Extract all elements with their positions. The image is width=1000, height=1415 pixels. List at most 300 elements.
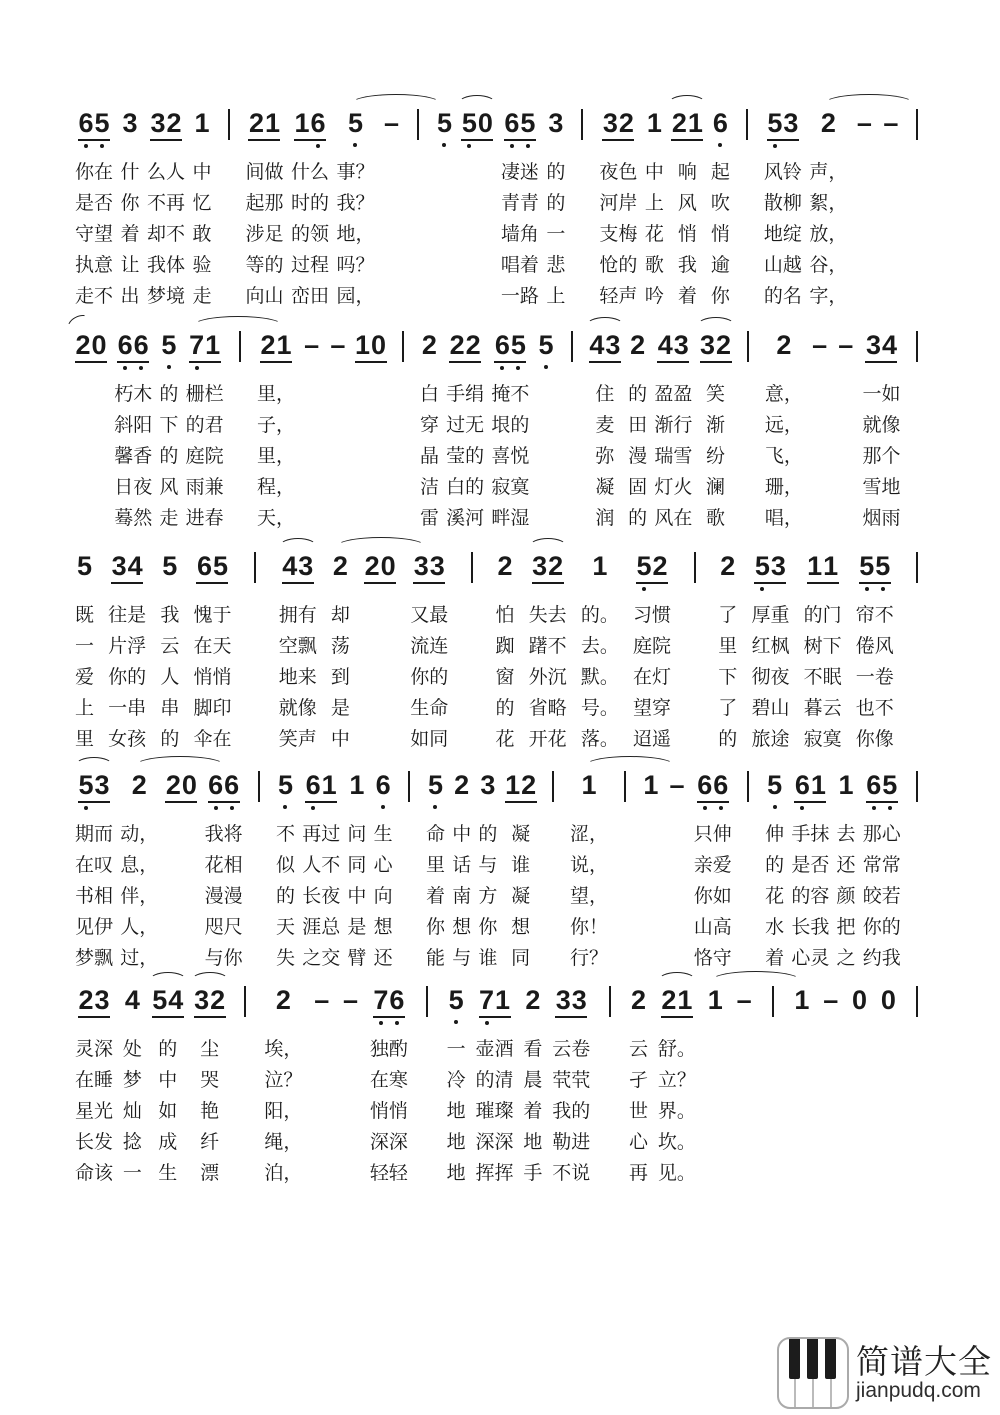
- score-column: [194, 985, 226, 1189]
- notation-token: [427, 770, 443, 812]
- lyric-syllable: 地: [446, 1163, 466, 1184]
- octave-dot-cell: [465, 363, 481, 372]
- lyric-syllable: 帘不: [855, 605, 894, 626]
- octave-dot-cell: [555, 1018, 571, 1027]
- octave-dot: [316, 144, 320, 148]
- lyric-syllable: [879, 1065, 898, 1096]
- barline: [402, 330, 404, 372]
- lyric-syllable: [172, 881, 191, 912]
- notation-digit: 1: [205, 330, 221, 360]
- notation-digit: 2: [630, 330, 646, 360]
- lyric-syllable: 下: [159, 415, 179, 436]
- lyric-syllable: 却: [330, 605, 350, 626]
- notation-token: [111, 551, 143, 593]
- notation-digits: [124, 985, 140, 1017]
- lyric-syllable: 期而: [75, 824, 114, 845]
- octave-dot-row: [294, 141, 326, 150]
- lyric-syllable: [641, 912, 660, 943]
- score-column: [501, 108, 539, 312]
- octave-dot: [84, 144, 88, 148]
- lyric-syllable: [615, 881, 634, 912]
- lyric-syllable: 弥: [595, 446, 615, 467]
- octave-dot: [500, 366, 504, 370]
- octave-dot-cell: [91, 363, 107, 372]
- lyric-syllable: [908, 472, 927, 503]
- lyric-syllable: [400, 912, 419, 943]
- octave-dot-cell: [548, 584, 564, 593]
- notation-digits: [194, 108, 210, 140]
- notation-digit: 3: [532, 551, 548, 581]
- lyric-syllable: 悲: [546, 255, 566, 276]
- octave-dot-cell: [548, 140, 564, 149]
- score-column: [461, 108, 493, 312]
- lyric-syllable: [435, 157, 454, 188]
- notation-digits: [248, 108, 280, 141]
- lyric-syllable: 手: [523, 1163, 543, 1184]
- notation-digits: [122, 108, 138, 140]
- octave-dot-cell: [532, 584, 548, 593]
- lyric-syllable: 想: [511, 917, 531, 938]
- notation-token: [589, 330, 621, 372]
- lyric-syllable: 爱: [75, 667, 95, 688]
- lyric-syllable: 我的: [552, 1101, 591, 1122]
- lyric-syllable: 问: [347, 824, 367, 845]
- lyric-syllable: [792, 1034, 811, 1065]
- notation-digits: [162, 551, 178, 583]
- notation-digits: [165, 770, 197, 803]
- duration-dash: [838, 330, 854, 372]
- lyric-syllable: 你: [120, 193, 140, 214]
- lyric-syllable: 命该: [75, 1163, 114, 1184]
- score-column: [245, 108, 283, 312]
- lyric-syllable: [537, 410, 556, 441]
- lyric-syllable: [328, 503, 347, 534]
- octave-dot-cell: [480, 802, 496, 811]
- octave-dot-row: [643, 802, 659, 811]
- score-column: [739, 330, 758, 534]
- lyric-syllable: 立？: [657, 1070, 696, 1091]
- lyric-syllable: 的君: [185, 415, 224, 436]
- octave-dot-cell: [631, 1017, 647, 1026]
- octave-dot-cell: [882, 803, 898, 812]
- lyric-syllable: 梦境: [147, 286, 186, 307]
- octave-dot-cell: [736, 1017, 752, 1026]
- lyric-syllable: 执意: [75, 255, 114, 276]
- lyric-syllable: 串: [160, 698, 180, 719]
- lyric-syllable: [394, 441, 413, 472]
- lyric-syllable: 那心: [862, 824, 901, 845]
- octave-dot-cell: [776, 362, 792, 371]
- lyric-syllable: [810, 441, 829, 472]
- lyric-syllable: [908, 1034, 927, 1065]
- lyric-syllable: 谁: [511, 855, 531, 876]
- lyric-syllable: [250, 850, 269, 881]
- barline: [426, 985, 428, 1027]
- lyric-syllable: 深深: [475, 1132, 514, 1153]
- octave-dot-row: [592, 583, 608, 592]
- notation-token: [150, 108, 182, 150]
- lyric-syllable: 的: [159, 446, 179, 467]
- notation-digit: 2: [332, 551, 348, 581]
- notation-digits: [602, 108, 634, 141]
- octave-dot-cell: [630, 362, 646, 371]
- octave-dot-cell: [127, 584, 143, 593]
- lyric-syllable: 天，: [256, 508, 295, 529]
- notation-token: [375, 770, 391, 812]
- lyric-syllable: [408, 188, 427, 219]
- lyric-syllable: 歌: [706, 508, 726, 529]
- notation-digit: 1: [264, 108, 280, 138]
- lyric-syllable: [908, 1065, 927, 1096]
- lyric-syllable: [544, 819, 563, 850]
- notation-token: [78, 770, 110, 812]
- notation-digit: 1: [581, 770, 597, 800]
- octave-dot-cell: [783, 141, 799, 150]
- score-column: [628, 330, 647, 534]
- lyric-syllable: [908, 188, 927, 219]
- barline: [916, 108, 918, 150]
- lyric-syllable: [706, 1096, 725, 1127]
- notation-token: [480, 770, 496, 812]
- lyric-syllable: 的: [628, 508, 648, 529]
- octave-dot-cell: [131, 802, 147, 811]
- lyric-syllable: [668, 912, 687, 943]
- lyric-syllable: 是: [330, 698, 350, 719]
- lyric-syllable: 河岸: [599, 193, 638, 214]
- notation-digit: 2: [661, 985, 677, 1015]
- octave-dot-row: [208, 803, 240, 812]
- lyric-syllable: 璀璨: [475, 1101, 514, 1122]
- notation-digit: 2: [548, 551, 564, 581]
- lyric-syllable: 不再: [147, 193, 186, 214]
- dash-glyph: –: [883, 108, 899, 138]
- lyric-syllable: [600, 1034, 619, 1065]
- notation-digit: 1: [677, 985, 693, 1015]
- piano-black-key: [789, 1339, 800, 1379]
- notation-digit: 3: [122, 108, 138, 138]
- duration-dash: [883, 108, 899, 150]
- lyric-syllable: 馨香: [114, 446, 153, 467]
- notation-digits: [671, 108, 703, 141]
- lyric-syllable: [371, 631, 390, 662]
- score-column: [633, 551, 671, 755]
- lyric-syllable: 泊，: [264, 1163, 303, 1184]
- octave-dot-cell: [310, 141, 326, 150]
- notation-token: [355, 330, 387, 372]
- notation-token: [479, 985, 511, 1027]
- notation-digit: 2: [671, 108, 687, 138]
- lyric-syllable: [408, 281, 427, 312]
- lyric-syllable: 轻声: [599, 286, 638, 307]
- score-column: [341, 985, 360, 1189]
- lyric-syllable: [573, 157, 592, 188]
- barline-mark: [916, 109, 918, 140]
- octave-dot-cell: [495, 1018, 511, 1027]
- score-column: [544, 770, 563, 974]
- octave-dot-cell: [859, 584, 875, 593]
- octave-dot: [230, 806, 234, 810]
- lyric-syllable: [668, 943, 687, 974]
- lyric-syllable: 碧山: [751, 698, 790, 719]
- lyric-syllable: [462, 693, 481, 724]
- lyric-syllable: [737, 188, 756, 219]
- lyric-syllable: [418, 1127, 437, 1158]
- notation-digit: 1: [823, 551, 839, 581]
- lyric-syllable: 你: [710, 286, 730, 307]
- lyric-syllable: 里，: [256, 446, 295, 467]
- octave-dot-row: [161, 362, 177, 371]
- lyric-syllable: [810, 472, 829, 503]
- lyric-syllable: 中: [452, 824, 472, 845]
- lyric-syllable: [435, 219, 454, 250]
- lyric-syllable: [302, 379, 321, 410]
- notation-token: [208, 770, 240, 812]
- notation-token: [194, 985, 226, 1027]
- lyric-syllable: 洁: [419, 477, 439, 498]
- lyric-syllable: 就像: [278, 698, 317, 719]
- octave-dot-cell: [166, 141, 182, 150]
- lyric-syllable: 捻: [122, 1132, 142, 1153]
- duration-dash: [812, 330, 828, 372]
- notation-digit: 1: [643, 770, 659, 800]
- lyric-syllable: 风在: [654, 508, 693, 529]
- notation-digit: 2: [521, 770, 537, 800]
- notation-token: [820, 108, 836, 150]
- octave-dot-row: [794, 1017, 810, 1026]
- octave-dot-cell: [646, 140, 662, 149]
- notation-digits: [305, 770, 337, 803]
- notation-token: [413, 551, 445, 593]
- lyric-syllable: 字，: [809, 286, 848, 307]
- notation-digit: 4: [124, 985, 140, 1015]
- score-column: [160, 551, 179, 755]
- notation-digits: [332, 551, 348, 583]
- notation-digit: 3: [480, 770, 496, 800]
- octave-dot-row: [838, 802, 854, 811]
- lyric-syllable: 伸: [765, 824, 785, 845]
- notation-digit: 2: [165, 770, 181, 800]
- lyric-syllable: 彻夜: [751, 667, 790, 688]
- lyric-syllable: 了: [718, 698, 738, 719]
- lyric-syllable: 似: [275, 855, 295, 876]
- octave-dot: [283, 805, 287, 809]
- lyric-syllable: [908, 600, 927, 631]
- lyric-syllable: [408, 250, 427, 281]
- notation-digit: 2: [131, 770, 147, 800]
- notation-token: [538, 330, 554, 372]
- octave-dot-row: [807, 584, 839, 593]
- notation-digits: [838, 330, 854, 362]
- notation-token: [794, 770, 826, 812]
- notation-digit: 1: [294, 108, 310, 138]
- notation-digit: 1: [355, 330, 371, 360]
- octave-dot-row: [194, 140, 210, 149]
- octave-dot: [888, 806, 892, 810]
- lyric-syllable: [735, 1127, 754, 1158]
- octave-dot-cell: [208, 803, 224, 812]
- score-column: [328, 330, 347, 534]
- lyric-syllable: 日夜: [114, 477, 153, 498]
- notation-token: [124, 985, 140, 1027]
- lyric-syllable: 花相: [204, 855, 243, 876]
- duration-dash: [314, 985, 330, 1027]
- lyric-syllable: 一路: [500, 286, 539, 307]
- notation-digits: [448, 985, 464, 1017]
- lyric-syllable: [394, 503, 413, 534]
- lyric-syllable: 唱，: [764, 508, 803, 529]
- lyric-syllable: 向山: [245, 286, 284, 307]
- lyric-syllable: 在天: [193, 636, 232, 657]
- octave-dot-row: [646, 140, 662, 149]
- lyric-syllable: [302, 441, 321, 472]
- lyric-syllable: 手抹: [791, 824, 830, 845]
- duration-dash: [330, 330, 346, 372]
- score-column: [364, 551, 396, 755]
- lyric-syllable: 什么: [290, 162, 329, 183]
- lyric-syllable: 吗？: [336, 255, 375, 276]
- lyric-syllable: 一: [546, 224, 566, 245]
- lyric-syllable: [881, 219, 900, 250]
- notation-digit: 5: [347, 108, 363, 138]
- score-column: [331, 551, 350, 755]
- notation-digit: 0: [880, 985, 896, 1015]
- octave-dot: [544, 365, 548, 369]
- lyric-syllable: [462, 631, 481, 662]
- octave-dot-cell: [194, 1018, 210, 1027]
- notation-digit: 3: [770, 551, 786, 581]
- lyric-syllable: [468, 219, 487, 250]
- barline-mark: [916, 331, 918, 362]
- lyric-syllable: [382, 219, 401, 250]
- notation-digit: 6: [78, 108, 94, 138]
- score-column: [908, 551, 927, 755]
- notation-digit: 3: [429, 551, 445, 581]
- notation-digit: 2: [820, 108, 836, 138]
- lyric-syllable: 凝: [511, 824, 531, 845]
- notation-digit: 1: [687, 108, 703, 138]
- octave-dot-row: [697, 803, 729, 812]
- notation-digits: [736, 985, 752, 1017]
- lyric-syllable: 过，: [120, 948, 159, 969]
- barline: [624, 770, 626, 812]
- lyric-syllable: 去: [836, 824, 856, 845]
- octave-dot-row: [343, 1017, 359, 1026]
- dash-glyph: –: [823, 985, 839, 1015]
- lyric-syllable: [235, 1096, 254, 1127]
- lyric-syllable: 上: [75, 698, 95, 719]
- barline: [916, 985, 918, 1027]
- octave-dot-cell: [282, 584, 298, 593]
- lyric-syllable: [563, 503, 582, 534]
- notation-digit: 2: [716, 330, 732, 360]
- lyric-syllable: 的: [160, 729, 180, 750]
- lyric-syllable: [641, 850, 660, 881]
- lyric-syllable: 地: [523, 1132, 543, 1153]
- lyric-syllable: 息，: [120, 855, 159, 876]
- lyric-syllable: 想: [452, 917, 472, 938]
- lyric-syllable: 着: [120, 224, 140, 245]
- notation-digits: [421, 330, 437, 362]
- octave-dot-row: [880, 1017, 896, 1026]
- octave-dot-row: [260, 363, 292, 372]
- lyric-syllable: 命: [425, 824, 445, 845]
- lyric-syllable: 恪守: [693, 948, 732, 969]
- notation-digits: [347, 108, 363, 140]
- lyric-syllable: 了: [718, 605, 738, 626]
- lyric-syllable: 约我: [862, 948, 901, 969]
- system-row: [75, 770, 927, 974]
- lyric-syllable: 悄悄: [369, 1101, 408, 1122]
- notation-digits: [343, 985, 359, 1017]
- notation-digits: [373, 985, 405, 1018]
- notation-digit: 1: [321, 770, 337, 800]
- score-column: [496, 551, 515, 755]
- lyric-syllable: 我？: [336, 193, 375, 214]
- octave-dot-row: [78, 141, 110, 150]
- lyric-syllable: 中: [192, 162, 212, 183]
- score-column: [186, 330, 224, 534]
- notation-digit: 5: [875, 551, 891, 581]
- notation-digit: 5: [152, 985, 168, 1015]
- lyric-syllable: [418, 1034, 437, 1065]
- lyric-syllable: [908, 943, 927, 974]
- lyric-syllable: 过无: [446, 415, 485, 436]
- notation-digit: 3: [150, 108, 166, 138]
- notation-digit: 3: [555, 985, 571, 1015]
- lyric-syllable: 固: [628, 477, 648, 498]
- octave-dot-cell: [643, 802, 659, 811]
- lyric-syllable: 程，: [256, 477, 295, 498]
- lyric-syllable: [573, 281, 592, 312]
- octave-dot-cell: [652, 584, 668, 593]
- lyric-syllable: 纷: [706, 446, 726, 467]
- notation-digit: 3: [602, 108, 618, 138]
- octave-dot-cell: [75, 363, 91, 372]
- octave-dot-row: [277, 802, 293, 811]
- notation-token: [454, 770, 470, 812]
- notation-token: [364, 551, 396, 593]
- lyric-syllable: 与: [478, 855, 498, 876]
- notation-digits: [700, 330, 732, 363]
- lyric-syllable: [600, 1096, 619, 1127]
- lyric-syllable: 晨: [523, 1070, 543, 1091]
- lyric-syllable: 的名: [763, 286, 802, 307]
- piano-key-divider: [794, 1379, 796, 1407]
- dash-glyph: –: [838, 330, 854, 360]
- lyric-syllable: [821, 1034, 840, 1065]
- octave-dot: [872, 806, 876, 810]
- lyric-syllable: 落。: [580, 729, 619, 750]
- lyric-syllable: [908, 881, 927, 912]
- notation-digits: [532, 551, 564, 584]
- lyric-syllable: 轻轻: [369, 1163, 408, 1184]
- lyric-syllable: [908, 850, 927, 881]
- notation-digit: 3: [673, 330, 689, 360]
- lyric-syllable: 书相: [75, 886, 114, 907]
- score-column: [908, 985, 927, 1189]
- lyric-syllable: 女孩: [108, 729, 147, 750]
- lyric-syllable: 进春: [185, 508, 224, 529]
- lyric-syllable: 么人: [147, 162, 186, 183]
- notation-token: [636, 551, 668, 593]
- score-column: [668, 770, 687, 974]
- octave-dot-cell: [838, 362, 854, 371]
- lyric-syllable: 雨兼: [185, 477, 224, 498]
- octave-dot-row: [636, 584, 668, 593]
- notation-digit: 6: [305, 770, 321, 800]
- lyric-syllable: 住: [595, 384, 615, 405]
- octave-dot-row: [494, 363, 526, 372]
